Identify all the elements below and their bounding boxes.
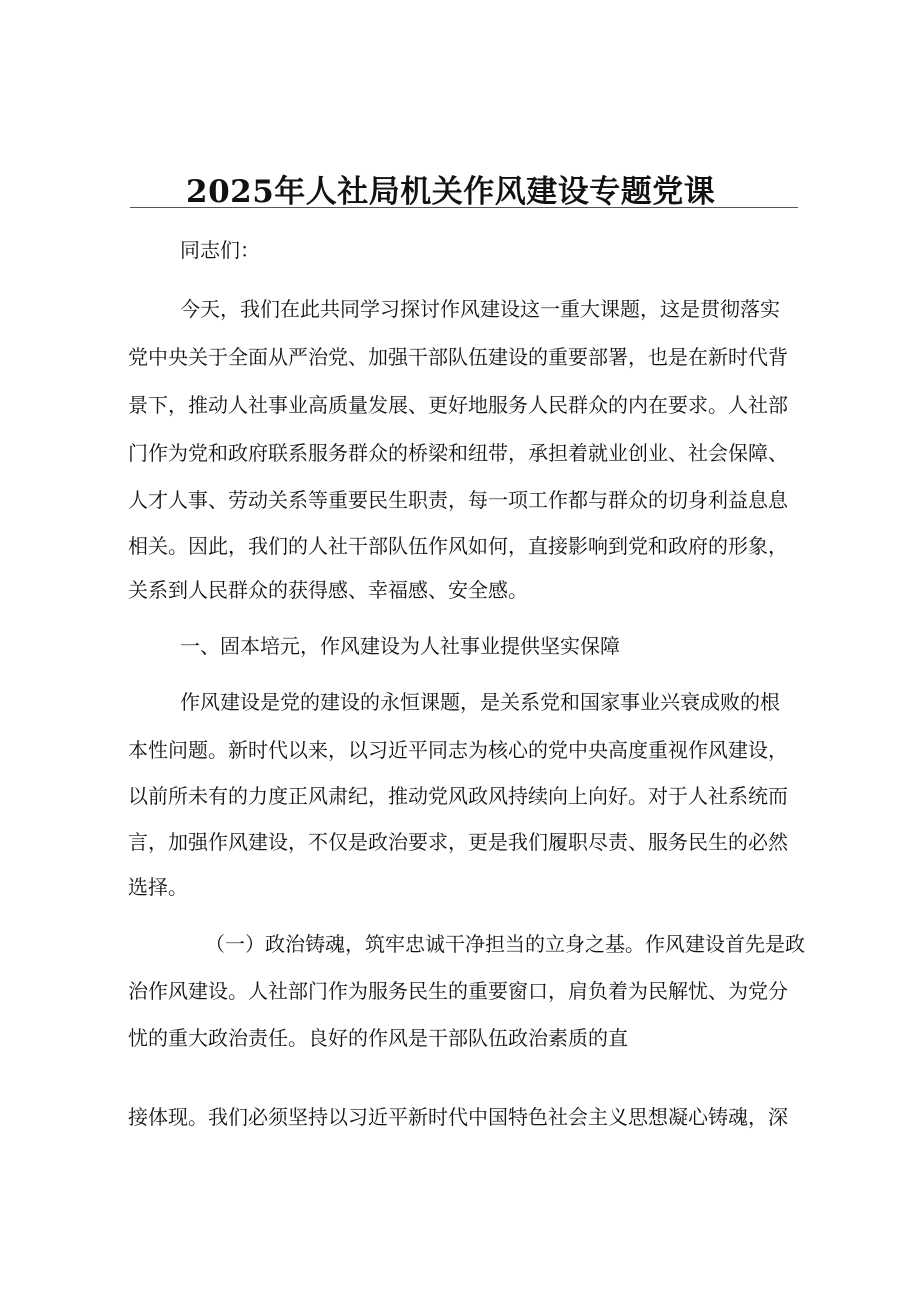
paragraph-4-line-1: 接体现。我们必须坚持以习近平新时代中国特色社会主义思想凝心铸魂，深 [128,1105,788,1129]
paragraph-1-line-2: 党中央关于全面从严治党、加强干部队伍建设的重要部署，也是在新时代背 [128,345,788,369]
paragraph-2-line-4: 言，加强作风建设，不仅是政治要求，更是我们履职尽责、服务民生的必然 [128,830,788,854]
paragraph-3-line-2: 治作风建设。人社部门作为服务民生的重要窗口，肩负着为民解忧、为党分 [128,979,788,1003]
title-underline [130,207,798,208]
paragraph-1-line-7: 关系到人民群众的获得感、幸福感、安全感。 [128,578,528,602]
paragraph-2-line-2: 本性问题。新时代以来，以习近平同志为核心的党中央高度重视作风建设， [128,738,788,762]
paragraph-1-line-5: 人才人事、劳动关系等重要民生职责，每一项工作都与群众的切身利益息息 [128,488,788,512]
paragraph-3-line-1: （一）政治铸魂，筑牢忠诚干净担当的立身之基。作风建设首先是政 [205,932,805,956]
paragraph-2-line-3: 以前所未有的力度正风肃纪，推动党风政风持续向上向好。对于人社系统而 [128,784,788,808]
document-title: 2025年人社局机关作风建设专题党课 [186,174,716,210]
paragraph-2-line-1: 作风建设是党的建设的永恒课题，是关系党和国家事业兴衰成败的根 [180,690,780,714]
salutation: 同志们： [180,238,260,262]
section-heading-1: 一、固本培元，作风建设为人社事业提供坚实保障 [180,634,620,658]
paragraph-3-line-3: 忧的重大政治责任。良好的作风是干部队伍政治素质的直 [128,1026,628,1050]
paragraph-1-line-4: 门作为党和政府联系服务群众的桥梁和纽带，承担着就业创业、社会保障、 [128,441,788,465]
paragraph-1-line-1: 今天，我们在此共同学习探讨作风建设这一重大课题，这是贯彻落实 [180,297,780,321]
paragraph-2-line-5: 选择。 [128,875,188,899]
paragraph-1-line-3: 景下，推动人社事业高质量发展、更好地服务人民群众的内在要求。人社部 [128,393,788,417]
paragraph-1-line-6: 相关。因此，我们的人社干部队伍作风如何，直接影响到党和政府的形象， [128,534,788,558]
